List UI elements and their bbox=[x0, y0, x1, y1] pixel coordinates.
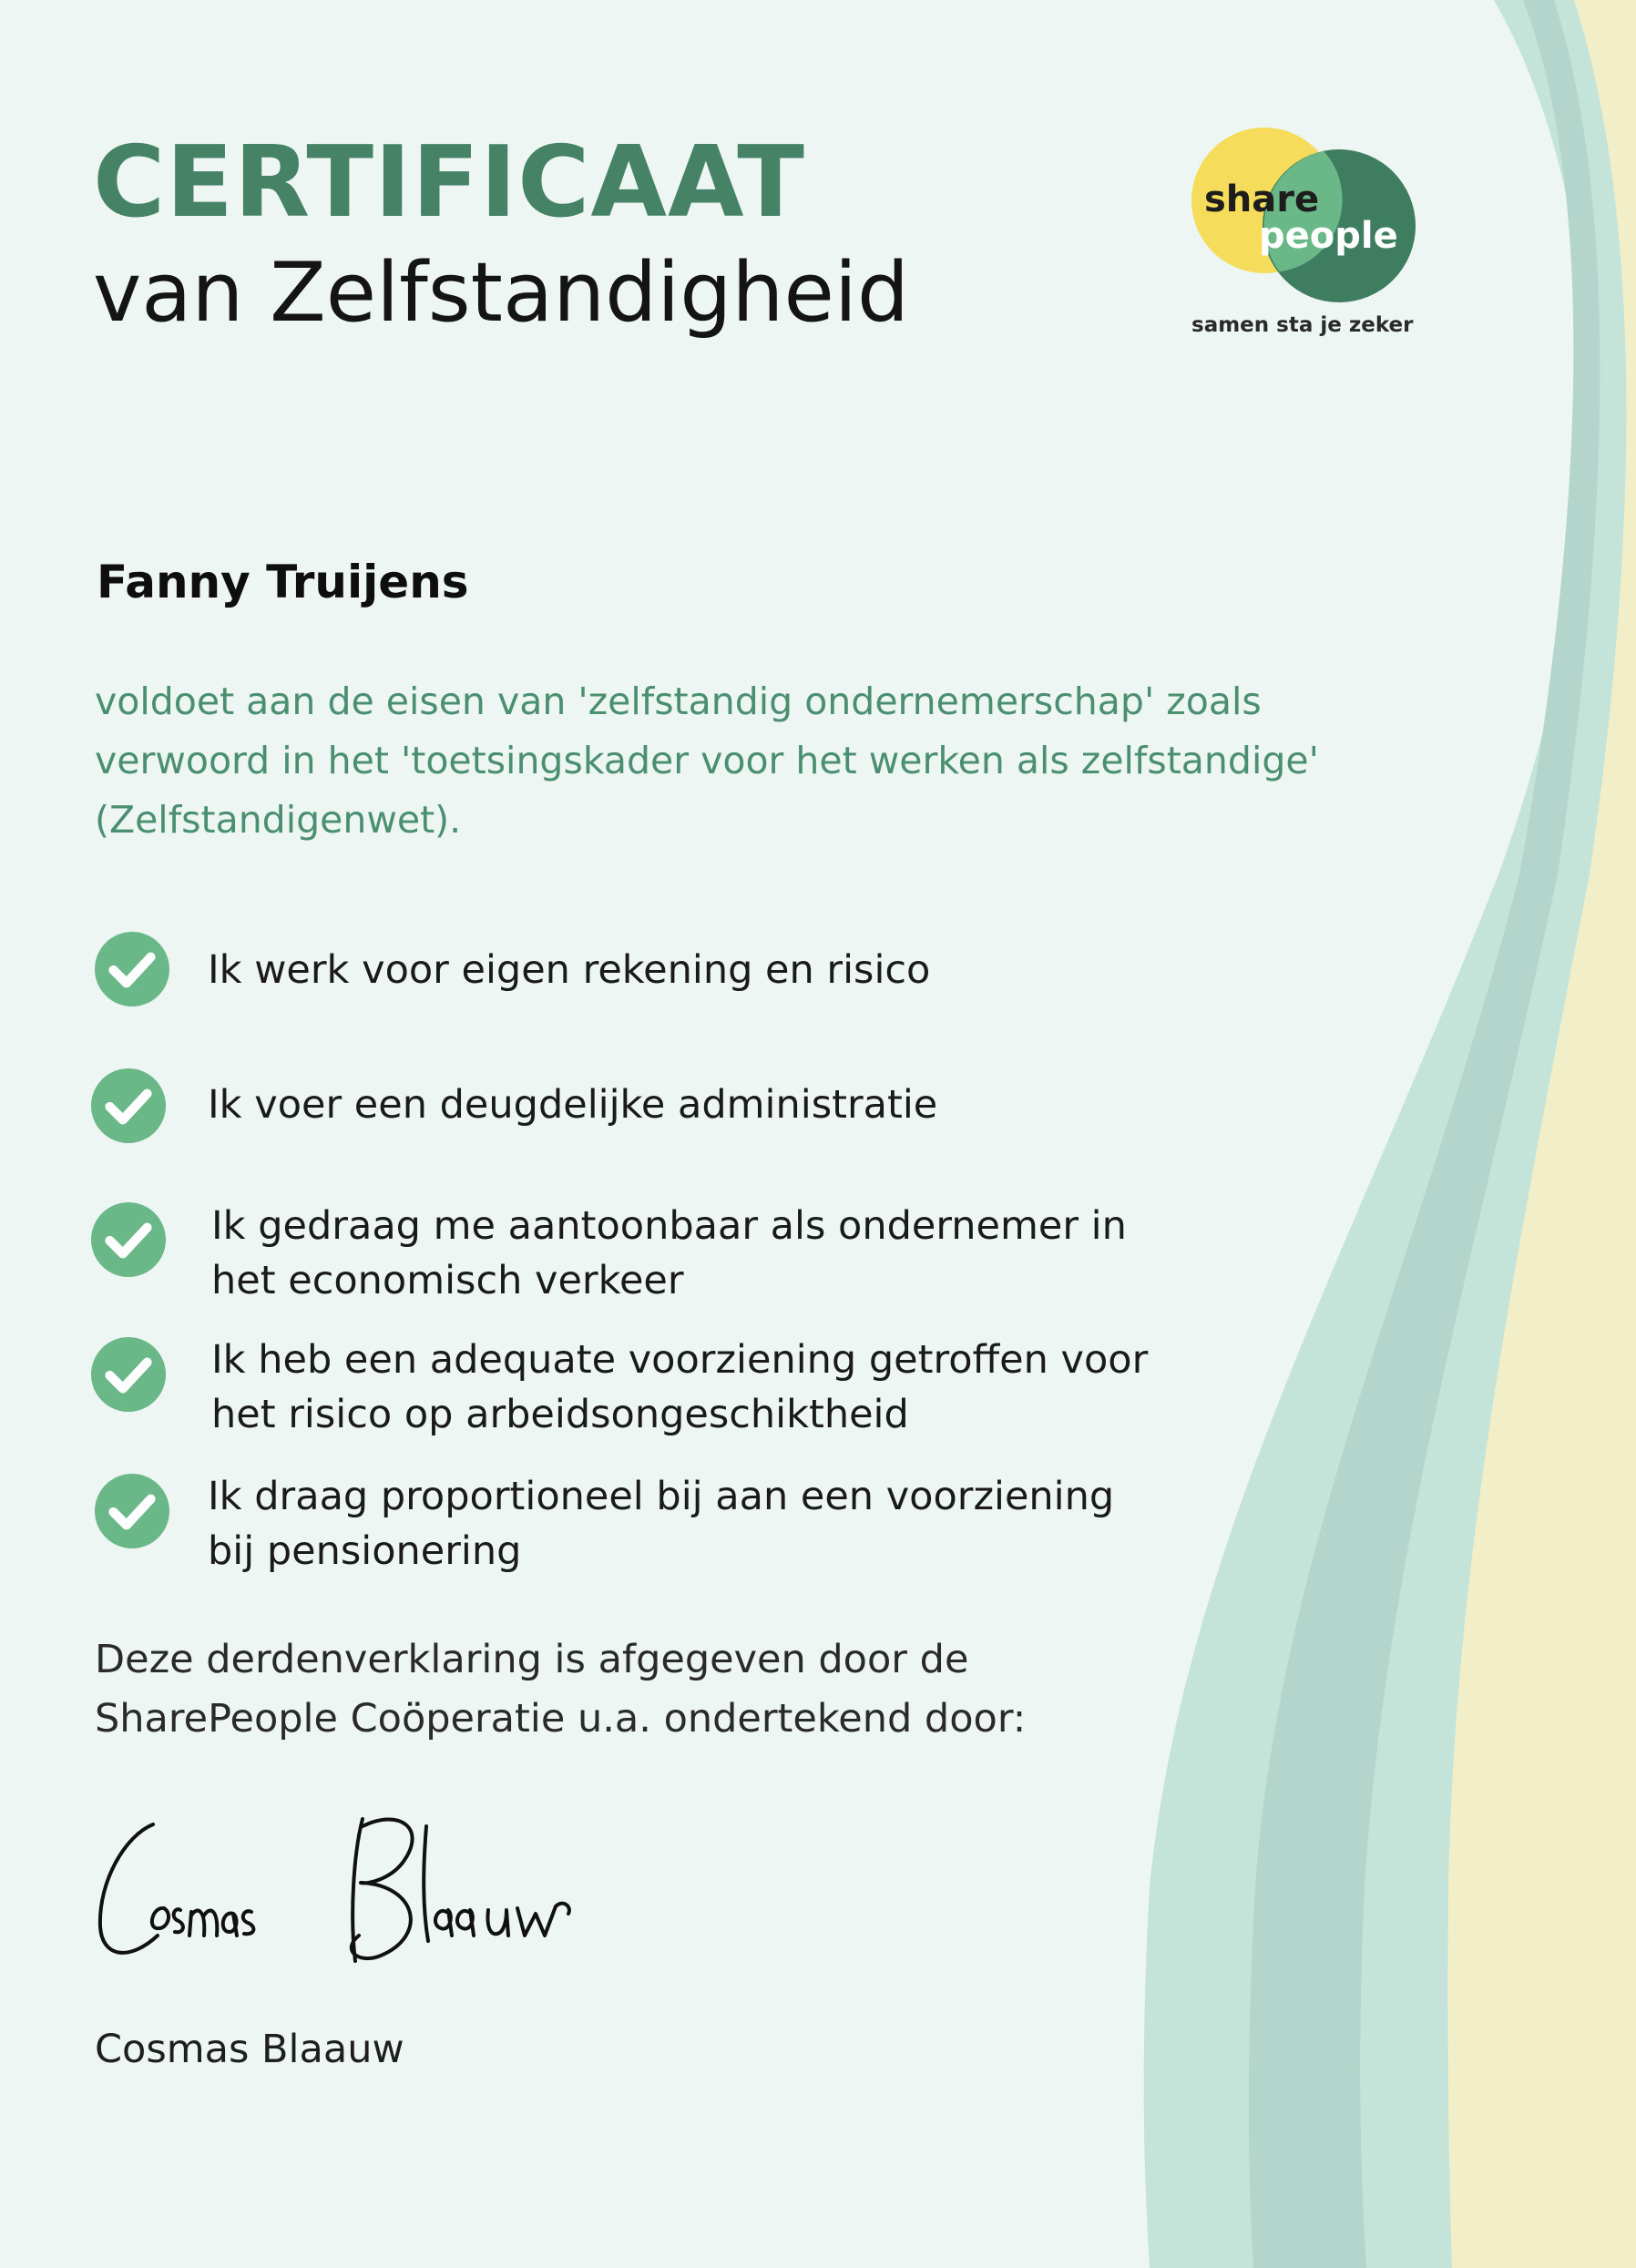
check-circle-icon bbox=[91, 1337, 166, 1412]
recipient-name: Fanny Truijens bbox=[97, 556, 469, 608]
statement-line-2: SharePeople Coöperatie u.a. ondertekend door: bbox=[95, 1696, 1027, 1742]
criterion-4-line2: het risico op arbeidsongeschiktheid bbox=[211, 1392, 909, 1437]
certificate-subtitle: van Zelfstandigheid bbox=[93, 245, 909, 341]
handwritten-signature bbox=[89, 1799, 681, 1981]
criterion-3-line2: het economisch verkeer bbox=[211, 1258, 684, 1303]
criterion-3-line1: Ik gedraag me aantoonbaar als ondernemer in bbox=[211, 1203, 1127, 1249]
criterion-1-text: Ik werk voor eigen rekening en risico bbox=[208, 947, 931, 993]
check-circle-icon bbox=[95, 932, 169, 1006]
signer-name: Cosmas Blaauw bbox=[95, 2027, 404, 2072]
logo-tagline: samen sta je zeker bbox=[1191, 313, 1414, 337]
logo-word-share: share bbox=[1204, 179, 1320, 220]
criterion-4-line1: Ik heb een adequate voorziening getroffen voor bbox=[211, 1337, 1149, 1383]
logo-word-people: people bbox=[1259, 215, 1398, 257]
certificate-title: CERTIFICAAT bbox=[93, 126, 805, 240]
criterion-5-line1: Ik draag proportioneel bij aan een voorziening bbox=[208, 1474, 1115, 1519]
sharepeople-logo bbox=[1184, 118, 1430, 346]
intro-text: voldoet aan de eisen van 'zelfstandig ondernemerschap' zoals verwoord in het 'toetsingskader voor het werken als zelfstandige' (Zelfstandigenwet). bbox=[95, 679, 1319, 842]
criterion-2-text: Ik voer een deugdelijke administratie bbox=[208, 1082, 938, 1128]
check-circle-icon bbox=[95, 1474, 169, 1548]
criterion-5-line2: bij pensionering bbox=[208, 1528, 522, 1574]
check-circle-icon bbox=[91, 1202, 166, 1277]
check-circle-icon bbox=[91, 1068, 166, 1143]
statement-line-1: Deze derdenverklaring is afgegeven door de bbox=[95, 1637, 969, 1682]
issuance-statement bbox=[95, 1630, 1279, 1749]
